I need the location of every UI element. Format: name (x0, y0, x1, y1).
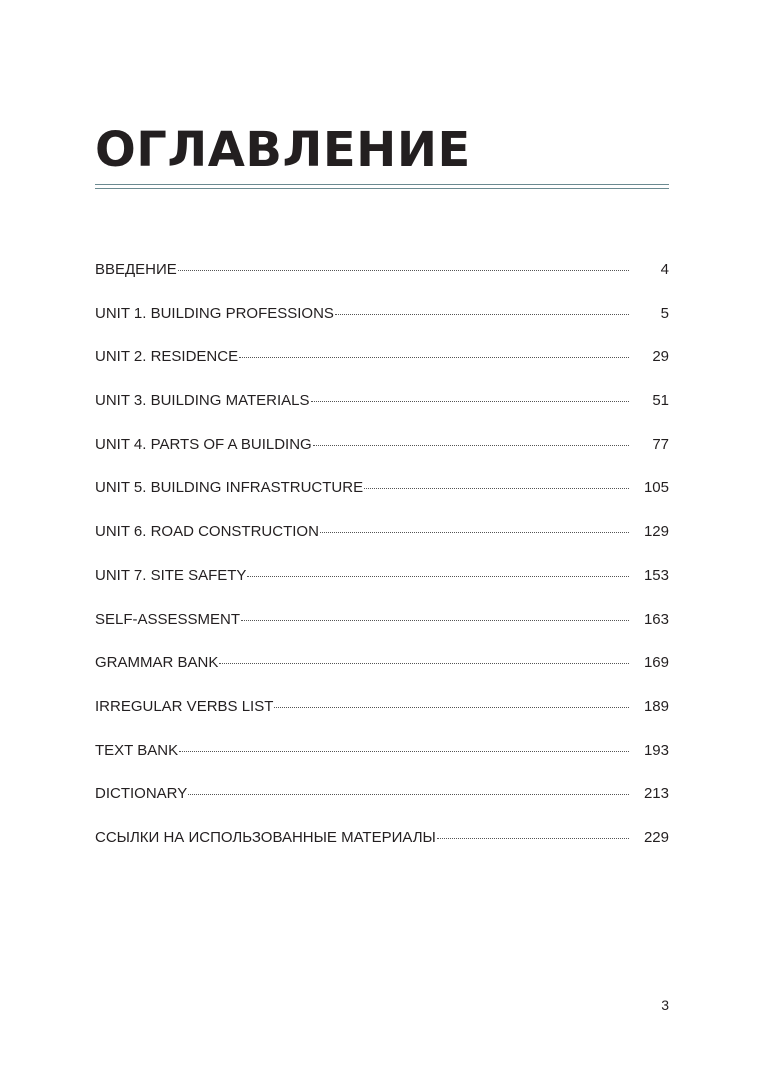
toc-dot-leader (241, 620, 629, 621)
toc-entry-page: 129 (643, 523, 669, 541)
toc-entry[interactable] (95, 345, 669, 389)
toc-entry-page: 189 (643, 697, 669, 715)
toc-entry-label: UNIT 5. BUILDING INFRASTRUCTURE (95, 479, 364, 497)
toc-entry-page: 169 (643, 654, 669, 672)
page-title: ОГЛАВЛЕНИЕ (95, 122, 471, 178)
page-number: 3 (661, 997, 669, 1013)
toc-entry-page: 213 (643, 785, 669, 803)
toc-entry-page: 77 (652, 435, 669, 453)
toc-entry-label: TEXT BANK (95, 741, 179, 759)
toc-entry[interactable] (95, 520, 669, 564)
toc-dot-leader (179, 751, 629, 752)
toc-entry-label: UNIT 4. PARTS OF A BUILDING (95, 435, 312, 453)
toc-entry[interactable] (95, 695, 669, 739)
toc-entry-label: UNIT 7. SITE SAFETY (95, 566, 247, 584)
toc-entry-label: ВВЕДЕНИЕ (95, 261, 177, 278)
toc-entry-label: IRREGULAR VERBS LIST (95, 697, 274, 715)
toc-dot-leader (239, 357, 629, 358)
toc-entry[interactable] (95, 651, 669, 695)
toc-entry-label: SELF-ASSESSMENT (95, 610, 241, 628)
toc-dot-leader (311, 401, 630, 402)
toc-entry[interactable] (95, 389, 669, 433)
title-underline-bottom (95, 188, 669, 189)
toc-entry[interactable] (95, 302, 669, 346)
toc-entry-page: 229 (643, 828, 669, 846)
toc-entry-page: 4 (660, 261, 669, 278)
toc-entry[interactable] (95, 826, 669, 870)
toc-dot-leader (247, 576, 629, 577)
toc-dot-leader (274, 707, 629, 708)
title-underline-top (95, 184, 669, 185)
toc-entry-label: GRAMMAR BANK (95, 654, 219, 672)
toc-entry-page: 5 (660, 304, 669, 322)
table-of-contents (95, 258, 669, 870)
toc-dot-leader (320, 532, 629, 533)
toc-entry[interactable] (95, 564, 669, 608)
toc-entry-page: 51 (652, 392, 669, 410)
toc-dot-leader (364, 488, 629, 489)
toc-entry-page: 105 (643, 479, 669, 497)
toc-dot-leader (335, 314, 629, 315)
toc-dot-leader (313, 445, 629, 446)
toc-entry-label: UNIT 2. RESIDENCE (95, 348, 239, 366)
toc-dot-leader (178, 270, 629, 271)
toc-entry[interactable] (95, 782, 669, 826)
toc-entry-label: ССЫЛКИ НА ИСПОЛЬЗОВАННЫЕ МАТЕРИАЛЫ (95, 828, 436, 846)
toc-entry[interactable] (95, 433, 669, 477)
toc-dot-leader (219, 663, 629, 664)
toc-entry[interactable] (95, 739, 669, 783)
toc-entry-label: DICTIONARY (95, 785, 188, 803)
toc-entry[interactable] (95, 258, 669, 302)
toc-dot-leader (437, 838, 629, 839)
toc-entry-label: UNIT 6. ROAD CONSTRUCTION (95, 523, 319, 541)
toc-entry-page: 29 (652, 348, 669, 366)
toc-entry-page: 163 (643, 610, 669, 628)
toc-entry[interactable] (95, 608, 669, 652)
toc-dot-leader (188, 794, 629, 795)
toc-entry-label: UNIT 3. BUILDING MATERIALS (95, 392, 310, 410)
toc-entry[interactable] (95, 476, 669, 520)
toc-entry-page: 153 (643, 566, 669, 584)
toc-entry-page: 193 (643, 741, 669, 759)
toc-entry-label: UNIT 1. BUILDING PROFESSIONS (95, 304, 334, 322)
